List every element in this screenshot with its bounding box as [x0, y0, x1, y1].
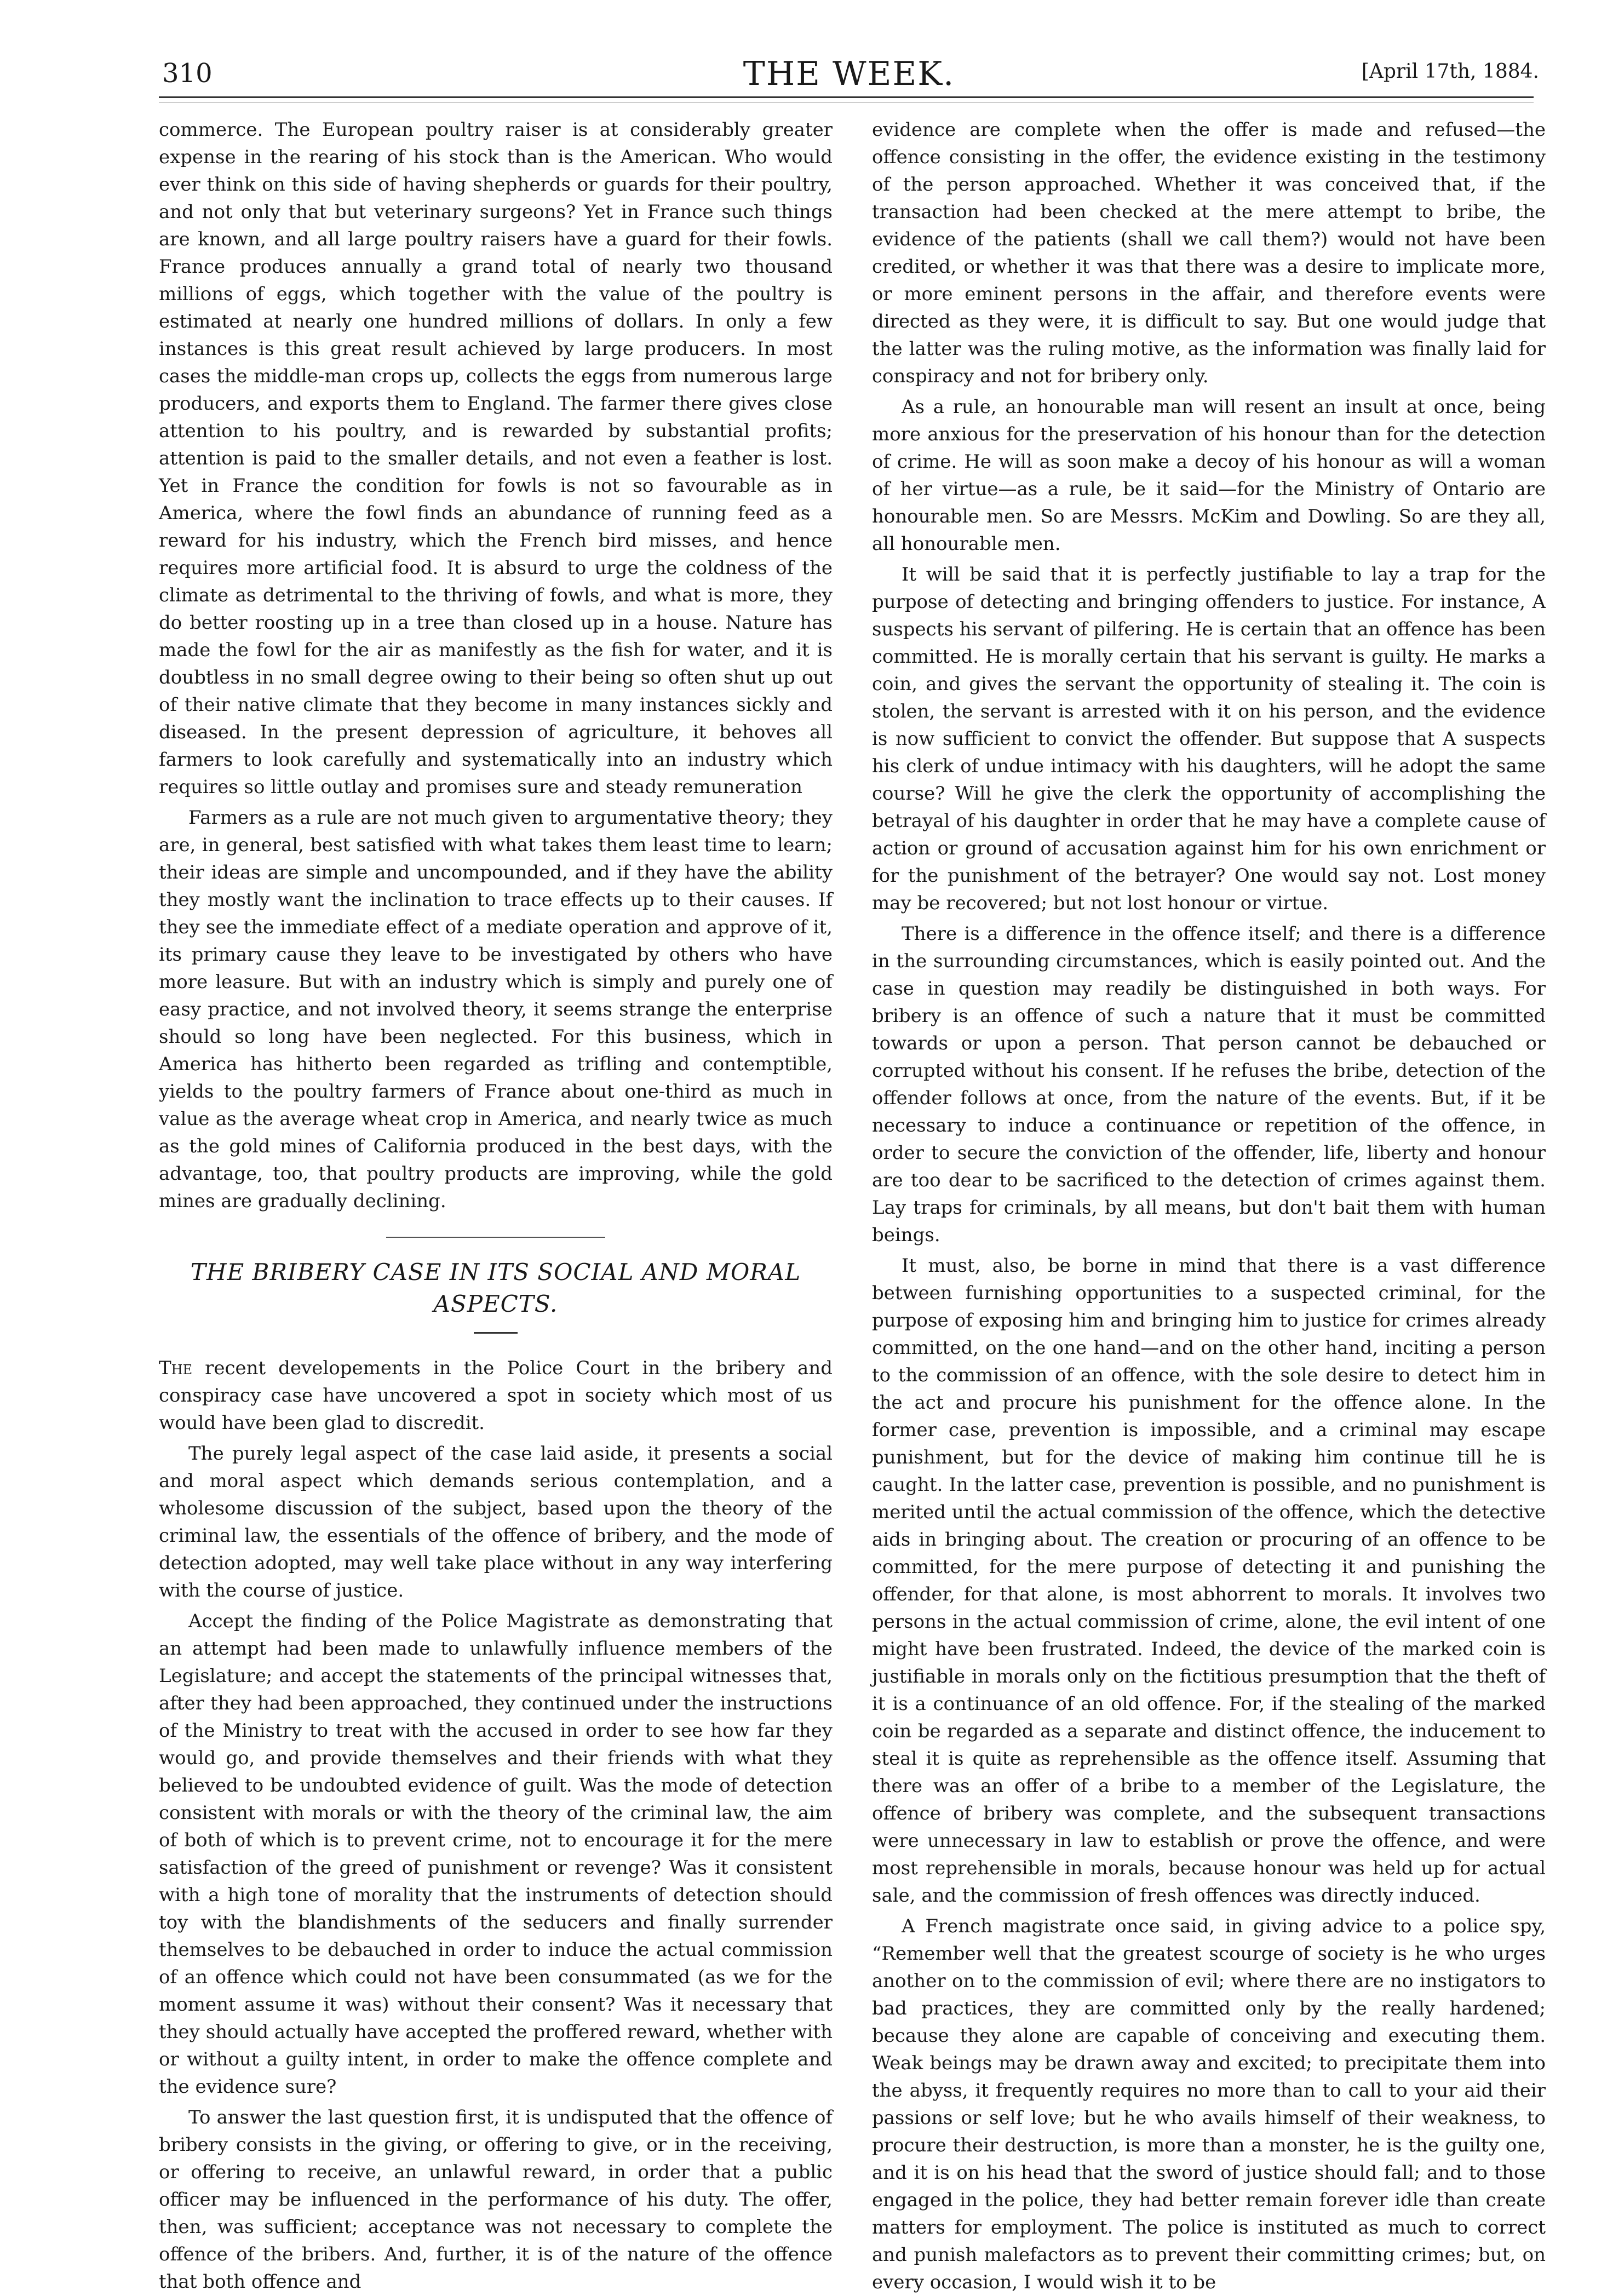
paragraph: The purely legal aspect of the case laid aside, it presents a social and moral aspect which demands serious contemplation, and a wholesome discussion of the subject, based upon the theory of the criminal law, the essentials of the offence of bribery, and the mode of detection adopted, may well take place without in any way interfering with the course of justice. — [159, 1443, 833, 1602]
title-rule — [474, 1332, 518, 1334]
header-rule — [159, 96, 1534, 98]
page-number: 310 — [162, 58, 213, 89]
paragraph: It must, also, be borne in mind that there is a vast difference between furnishing opportunities to a suspected criminal, for the purpose of exposing him and bringing him to justice for crimes already committed, on the one hand—and on the other hand, inciting a person to the commission of an offence, with the sole desire to detect him in the act and procure his punishment for the offence alone. In the former case, prevention is impossible, and a criminal may escape punishment, but for the device of making him continue till he is caught. In the latter case, prevention is possible, and no punishment is merited until the actual commission of the offence, which the detective aids in bringing about. The creation or procuring of an offence to be committed, for the mere purpose of detecting it and punishing the offender, for that alone, is most abhorrent to morals. It involves two persons in the actual commission of crime, alone, the evil intent of one might have been frustrated. Indeed, the device of the marked coin is justifiable in morals only on the fictitious presumption that the theft of it is a continuance of an old offence. For, if the stealing of the marked coin be regarded as a separate and distinct offence, the inducement to steal it is quite as reprehensible as the offence itself. Assuming that there was an offer of a bribe to a member of the Legislature, the offence of bribery was complete, and the subsequent transactions were unnecessary in law to establish or prove the offence, and were most reprehensible in morals, because honour was held up for actual sale, and the commission of fresh offences was directly induced. — [872, 1255, 1546, 1907]
paragraph: It will be said that it is perfectly justifiable to lay a trap for the purpose of detecting and bringing offenders to justice. For instance, A suspects his servant of pilfering. He is certain that an offence has been committed. He is morally certain that his servant is guilty. He marks a coin, and gives the servant the opportunity of stealing it. The coin is stolen, the servant is arrested with it on his person, and the evidence is now sufficient to convict the offender. But suppose that A suspects his clerk of undue intimacy with his daughters, will he adopt the same course? Will he give the clerk the opportunity of accomplishing the betrayal of his daughter in order that he may have a complete cause of action or ground of accusation against him for his own enrichment or for the punishment of the betrayer? One would say not. Lost money may be recovered; but not lost honour or virtue. — [872, 564, 1546, 914]
paragraph: Accept the finding of the Police Magistrate as demonstrating that an attempt had been made to unlawfully influence members of the Legislature; and accept the statements of the principal witnesses that, after they had been approached, they continued under the instructions of the Ministry to treat with the accused in order to see how far they would go, and provide themselves and their friends with what they believed to be undoubted evidence of guilt. Was the mode of detection consistent with morals or with the theory of the criminal law, the aim of both of which is to prevent crime, not to encourage it for the mere satisfaction of the greed of punishment or revenge? Was it consistent with a high tone of morality that the instruments of detection should toy with the blandishments of the seducers and finally surrender themselves to be debauched in order to induce the actual commission of an offence which could not have been consummated (as we for the moment assume it was) without their consent? Was it necessary that they should actually have accepted the proffered reward, whether with or without a guilty intent, in order to make the offence complete and the evidence sure? — [159, 1610, 833, 2098]
lead-word: The — [159, 1357, 193, 1379]
right-column — [872, 116, 1546, 2296]
paragraph: To answer the last question first, it is undisputed that the offence of bribery consists in the giving, or offering to give, or in the receiving, or offering to receive, an unlawful reward, in order that a public officer may be influenced in the performance of his duty. The offer, then, was sufficient; acceptance was not necessary to complete the offence of the bribers. And, further, it is of the nature of the offence that both offence and — [159, 2106, 833, 2293]
left-column — [159, 116, 833, 2295]
paragraph: Farmers as a rule are not much given to argumentative theory; they are, in general, best satisfied with what takes them least time to learn; their ideas are simple and uncompounded, and if they have the ability they mostly want the inclination to trace effects up to their causes. If they see the immediate effect of a mediate operation and approve of it, its primary cause they leave to be investigated by others who have more leasure. But with an industry which is simply and purely one of easy practice, and not involved theory, it seems strange the enterprise should so long have been neglected. For this business, which in America has hitherto been regarded as trifling and contemptible, yields to the poultry farmers of France about one-third as much in value as the average wheat crop in America, and nearly twice as much as the gold mines of California produced in the best days, with the advantage, too, that poultry products are improving, while the gold mines are gradually declining. — [159, 807, 833, 1212]
paragraph: evidence are complete when the offer is made and refused—the offence consisting in the offer, the evidence existing in the testimony of the person approached. Whether it was conceived that, if the transaction had been checked at the mere attempt to bribe, the evidence of the patients (shall we call them?) would not have been credited, or whether it was that there was a desire to implicate more, or more eminent persons in the affair, and therefore events were directed as they were, it is difficult to say. But one would judge that the latter was the ruling motive, as the information was finally laid for conspiracy and not for bribery only. — [872, 119, 1546, 387]
masthead-title: THE WEEK. — [743, 55, 955, 93]
issue-date: [April 17th, 1884. — [1361, 60, 1539, 83]
page-header — [159, 55, 1539, 99]
paragraph: commerce. The European poultry raiser is at considerably greater expense in the rearing of his stock than is the American. Who would ever think on this side of having shepherds or guards for their poultry, and not only that but veterinary surgeons? Yet in France such things are known, and all large poultry raisers have a guard for their fowls. France produces annually a grand total of nearly two thousand millions of eggs, which together with the value of the poultry is estimated at nearly one hundred millions of dollars. In only a few instances is this great result achieved by large producers. In most cases the middle-man crops up, collects the eggs from numerous large producers, and exports them to England. The farmer there gives close attention to his poultry, and is rewarded by substantial profits; attention is paid to the smaller details, and not even a feather is lost. Yet in France the condition for fowls is not so favourable as in America, where the fowl finds an abundance of running feed as a reward for his industry, which the French bird misses, and hence requires more artificial food. It is absurd to urge the coldness of the climate as detrimental to the thriving of fowls, and what is more, they do better roosting up in a tree than closed up in a house. Nature has made the fowl for the air as manifestly as the fish for water, and it is doubtless in no small degree owing to their being so often shut up out of their native climate that they become in many instances sickly and diseased. In the present depression of agriculture, it behoves all farmers to look carefully and systematically into an industry which requires so little outlay and promises sure and steady remuneration — [159, 119, 833, 798]
lead-text: recent developements in the Police Court in the bribery and conspiracy case have uncovered a spot in society which most of us would have been glad to discredit. — [159, 1357, 833, 1434]
paragraph: There is a difference in the offence itself; and there is a difference in the surrounding circumstances, which is easily pointed out. And the case in question may readily be distinguished in both ways. For bribery is an offence of such a nature that it must be committed towards or upon a person. That person cannot be debauched or corrupted without his consent. If he refuses the bribe, detection of the offender follows at once, from the nature of the events. But, if it be necessary to induce a continuance or repetition of the offence, in order to secure the conviction of the offender, life, liberty and honour are too dear to be sacrificed to the detection of crimes against them. Lay traps for criminals, by all means, but don't bait them with human beings. — [872, 923, 1546, 1246]
article-lead-paragraph — [159, 1354, 833, 1437]
article-title: THE BRIBERY CASE IN ITS SOCIAL AND MORAL ASPECTS. — [190, 1259, 801, 1317]
section-divider — [386, 1237, 605, 1238]
paragraph: As a rule, an honourable man will resent an insult at once, being more anxious for the preservation of his honour than for the detection of crime. He will as soon make a decoy of his honour as will a woman of her virtue—as a rule, be it said—for the Ministry of Ontario are honourable men. So are Messrs. McKim and Dowling. So are they all, all honourable men. — [872, 396, 1546, 555]
paragraph: A French magistrate once said, in giving advice to a police spy, “Remember well that the greatest scourge of society is he who urges another on to the commission of evil; where there are no instigators to bad practices, they are committed only by the really hardened; because they alone are capable of conceiving and executing them. Weak beings may be drawn away and excited; to precipitate them into the abyss, it frequently requires no more than to call to your aid their passions or self love; but he who avails himself of their weakness, to procure their destruction, is more than a monster, he is the guilty one, and it is on his head that the sword of justice should fall; and to those engaged in the police, they had better remain forever idle than create matters for employment. The police is instituted as much to correct and punish malefactors as to prevent their committing crimes; but, on every occasion, I would wish it to be — [872, 1915, 1546, 2293]
